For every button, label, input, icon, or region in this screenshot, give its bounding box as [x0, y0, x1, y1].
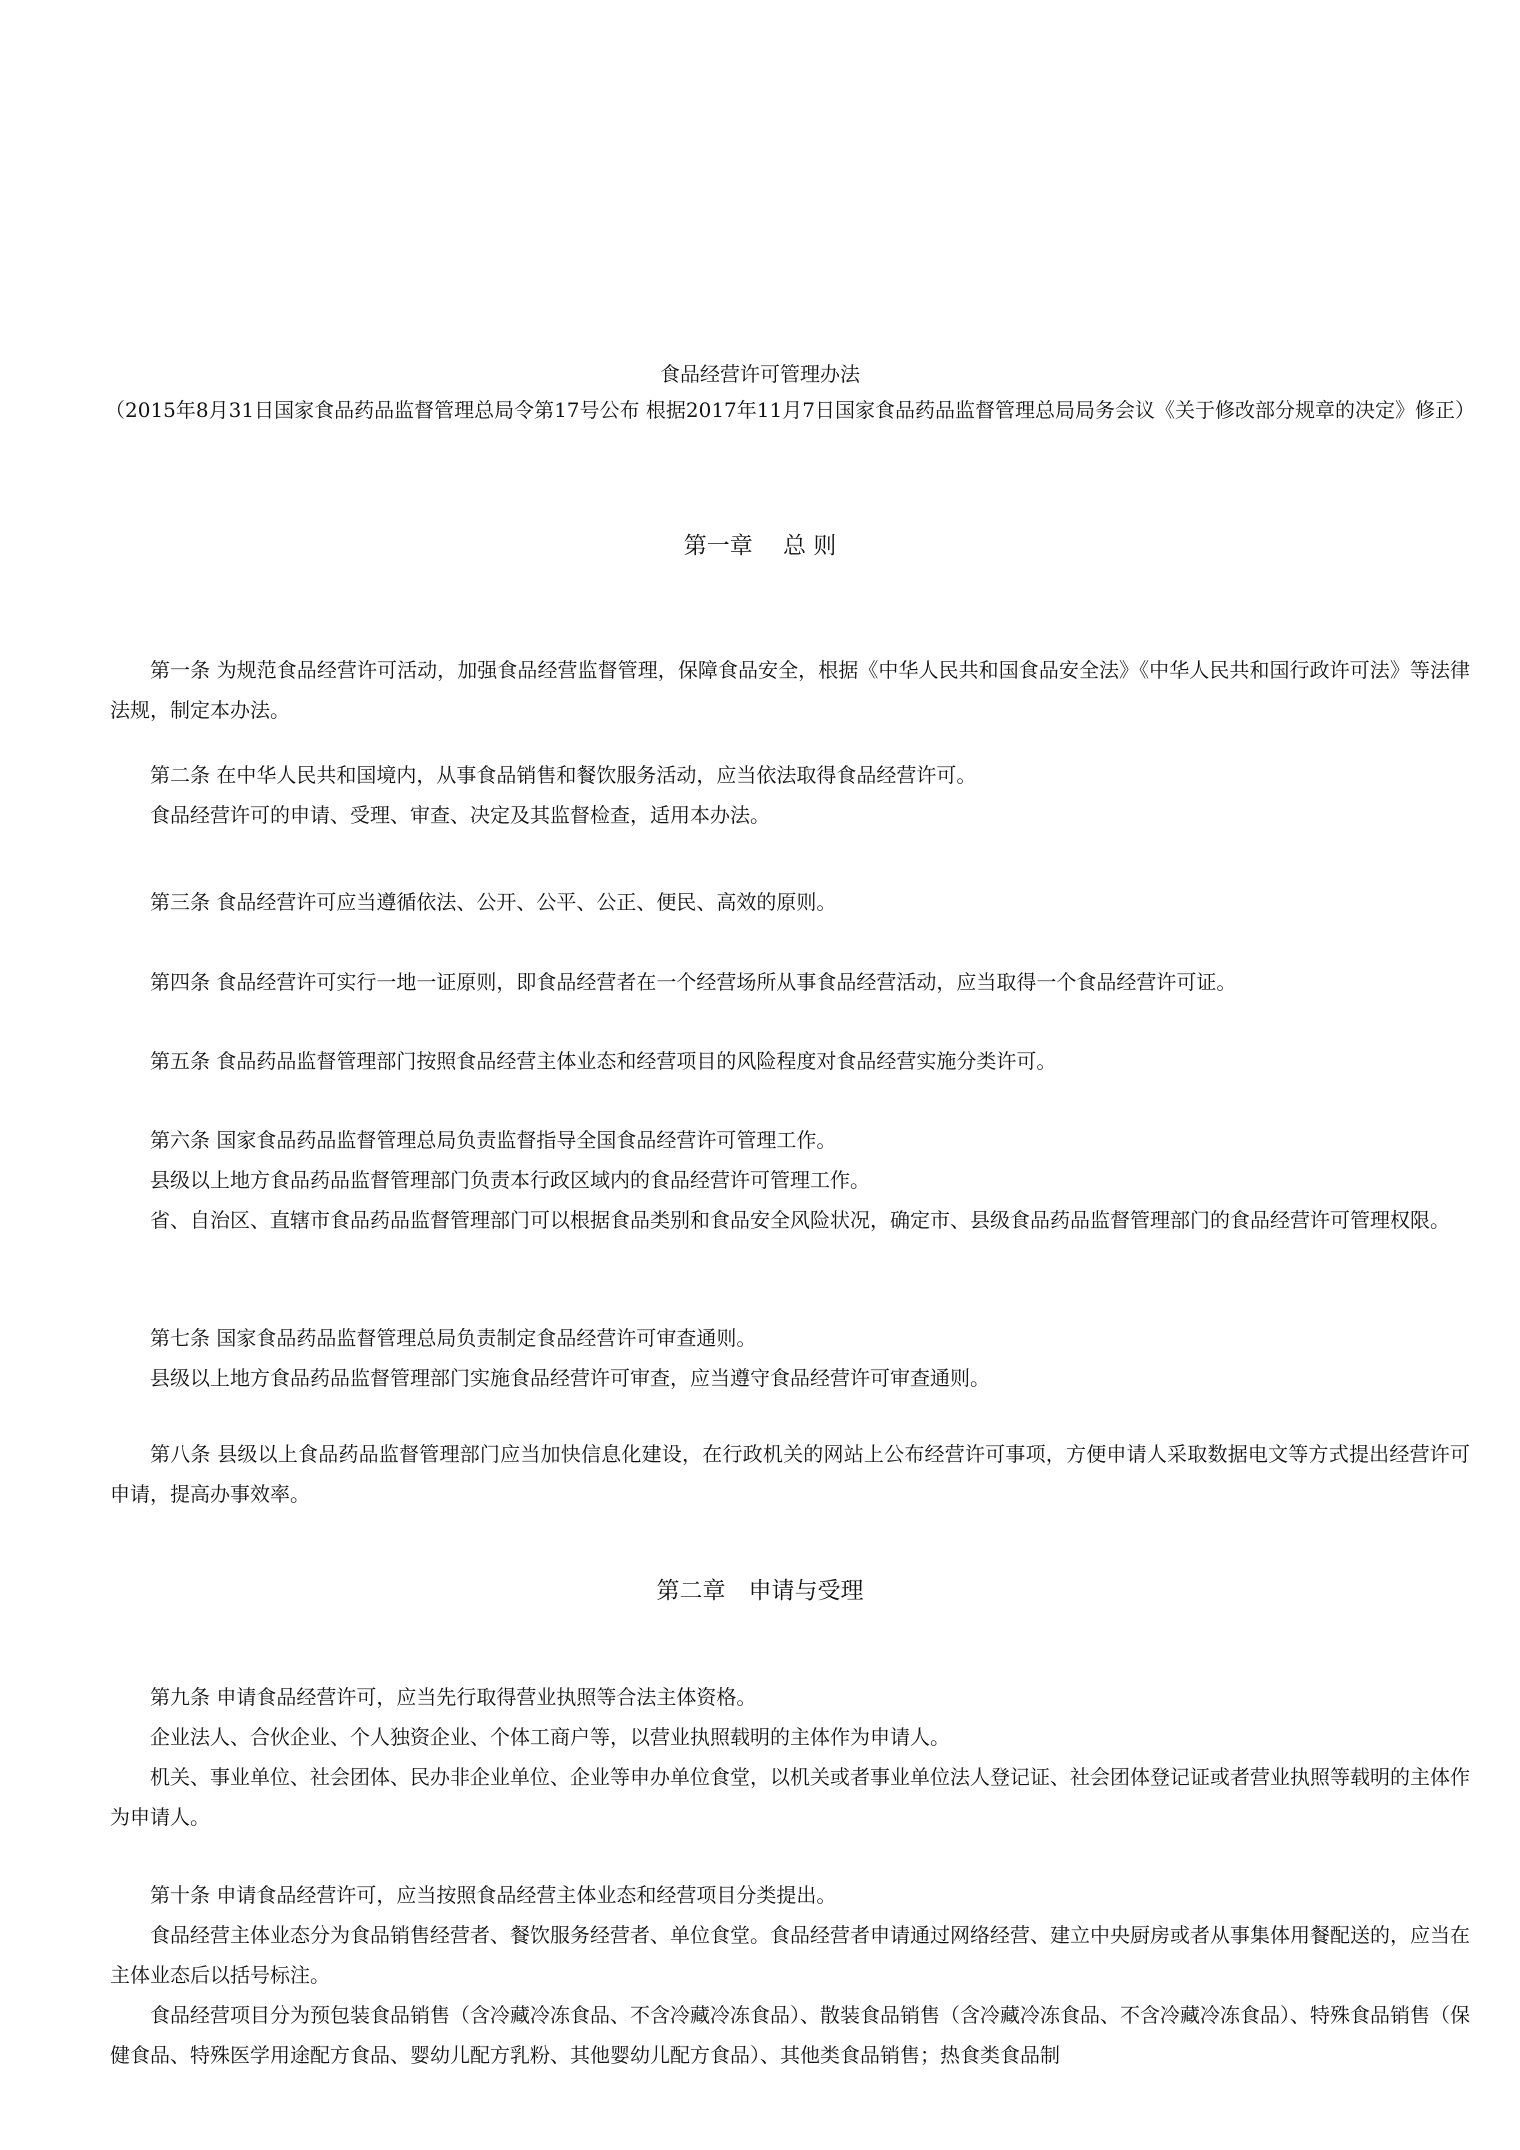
article-paragraph: 食品经营项目分为预包装食品销售（含冷藏冷冻食品、不含冷藏冷冻食品）、散装食品销售（含冷藏冷冻食品、不含冷藏冷冻食品）、特殊食品销售（保健食品、特殊医学用途配方食品、婴幼儿配方乳粉、其他婴幼儿配方食品）、其他类食品销售；热食类食品制: [110, 2003, 1470, 2067]
article-6: [110, 1120, 1470, 1240]
article-paragraph: 省、自治区、直辖市食品药品监督管理部门可以根据食品类别和食品安全风险状况，确定市、县级食品药品监督管理部门的食品经营许可管理权限。: [150, 1208, 1450, 1232]
article-8: [110, 1434, 1470, 1514]
article-paragraph: 第三条 食品经营许可应当遵循依法、公开、公平、公正、便民、高效的原则。: [150, 890, 837, 914]
document-title: 食品经营许可管理办法: [660, 362, 860, 386]
article-1: [110, 650, 1470, 730]
chapter-heading-1: 第一章 总 则: [683, 533, 837, 559]
article-paragraph: 县级以上地方食品药品监督管理部门实施食品经营许可审查，应当遵守食品经营许可审查通则。: [150, 1366, 990, 1390]
article-7: [110, 1318, 1470, 1398]
article-paragraph: 县级以上地方食品药品监督管理部门负责本行政区域内的食品经营许可管理工作。: [150, 1168, 870, 1192]
article-9: [110, 1677, 1470, 1837]
article-5: [110, 1041, 1470, 1081]
article-10: [110, 1875, 1470, 2075]
article-paragraph: 第九条 申请食品经营许可，应当先行取得营业执照等合法主体资格。: [150, 1685, 757, 1709]
article-paragraph: 企业法人、合伙企业、个人独资企业、个体工商户等，以营业执照载明的主体作为申请人。: [150, 1725, 950, 1749]
article-paragraph: 第六条 国家食品药品监督管理总局负责监督指导全国食品经营许可管理工作。: [150, 1128, 837, 1152]
article-paragraph: 食品经营许可的申请、受理、审查、决定及其监督检查，适用本办法。: [150, 803, 770, 827]
article-paragraph: 第七条 国家食品药品监督管理总局负责制定食品经营许可审查通则。: [150, 1326, 757, 1350]
article-3: [110, 882, 1470, 922]
chapter-heading-2: 第二章 申请与受理: [656, 1578, 864, 1604]
article-paragraph: 第五条 食品药品监督管理部门按照食品经营主体业态和经营项目的风险程度对食品经营实施分类许可。: [150, 1049, 1057, 1073]
article-paragraph: 第二条 在中华人民共和国境内，从事食品销售和餐饮服务活动，应当依法取得食品经营许可。: [150, 763, 977, 787]
article-2: [110, 755, 1470, 835]
article-paragraph: 第八条 县级以上食品药品监督管理部门应当加快信息化建设，在行政机关的网站上公布经营许可事项，方便申请人采取数据电文等方式提出经营许可申请，提高办事效率。: [110, 1442, 1470, 1506]
article-paragraph: 食品经营主体业态分为食品销售经营者、餐饮服务经营者、单位食堂。食品经营者申请通过网络经营、建立中央厨房或者从事集体用餐配送的，应当在主体业态后以括号标注。: [110, 1923, 1470, 1987]
article-paragraph: 机关、事业单位、社会团体、民办非企业单位、企业等申办单位食堂，以机关或者事业单位法人登记证、社会团体登记证或者营业执照等载明的主体作为申请人。: [110, 1765, 1470, 1829]
article-paragraph: 第四条 食品经营许可实行一地一证原则，即食品经营者在一个经营场所从事食品经营活动，应当取得一个食品经营许可证。: [150, 970, 1237, 994]
article-paragraph: 第一条 为规范食品经营许可活动，加强食品经营监督管理，保障食品安全，根据《中华人民共和国食品安全法》《中华人民共和国行政许可法》等法律法规，制定本办法。: [110, 658, 1470, 722]
article-paragraph: 第十条 申请食品经营许可，应当按照食品经营主体业态和经营项目分类提出。: [150, 1883, 837, 1907]
document-subtitle: （2015年8月31日国家食品药品监督管理总局令第17号公布 根据2017年11月7日国家食品药品监督管理总局局务会议《关于修改部分规章的决定》修正）: [105, 398, 1475, 422]
article-4: [110, 962, 1470, 1002]
